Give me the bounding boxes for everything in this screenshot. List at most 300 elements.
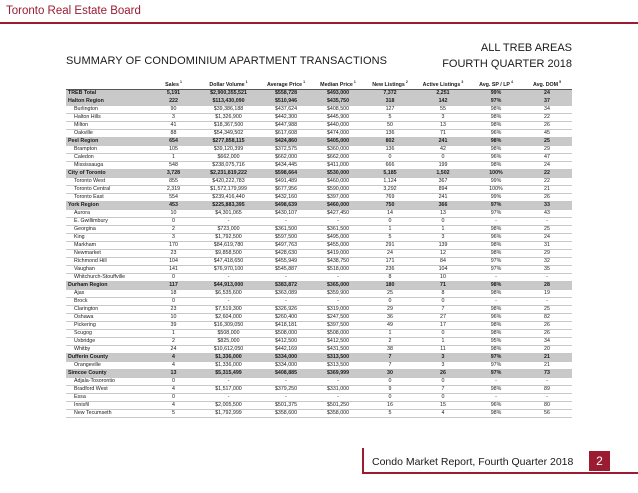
value-cell: 105 [150,145,197,153]
value-cell: 28 [522,281,572,289]
value-cell: 104 [150,257,197,265]
value-cell: 98% [470,121,522,129]
value-cell: 3,728 [150,169,197,177]
value-cell: $408,500 [312,105,364,113]
value-cell: $397,000 [312,193,364,201]
column-header [470,79,522,89]
value-cell: 15 [416,401,470,409]
value-cell: $331,000 [312,385,364,393]
value-cell: 2,251 [416,89,470,97]
region-row [66,97,572,105]
value-cell: $1,517,000 [197,385,260,393]
value-cell: $455,000 [312,241,364,249]
value-cell: $412,500 [260,337,312,345]
value-cell: $1,572,179,999 [197,185,260,193]
value-cell: 170 [150,241,197,249]
value-cell: $430,107 [260,209,312,217]
value-cell: 23 [150,305,197,313]
area-name-cell: Mississauga [66,161,150,169]
footnote-marker: 1 [353,80,356,84]
value-cell: 4 [150,385,197,393]
value-cell: 96% [470,153,522,161]
report-title: SUMMARY OF CONDOMINIUM APARTMENT TRANSACTIONS [66,55,388,67]
area-name-cell: Toronto East [66,193,150,201]
footnote-marker: 1 [245,80,248,84]
value-cell: - [260,297,312,305]
value-cell: 98% [470,321,522,329]
period-label: FOURTH QUARTER 2018 [442,58,572,70]
value-cell: 49 [364,321,416,329]
municipality-row [66,233,572,241]
value-cell: $498,639 [260,201,312,209]
value-cell: $412,500 [312,337,364,345]
value-cell: 98% [470,145,522,153]
municipality-row [66,105,572,113]
value-cell: $419,000 [312,249,364,257]
value-cell: 22 [522,113,572,121]
value-cell: 71 [416,129,470,137]
region-row [66,281,572,289]
area-name-cell: New Tecumseth [66,409,150,417]
region-row [66,201,572,209]
value-cell: 98% [470,161,522,169]
value-cell: 366 [416,201,470,209]
value-cell: $247,500 [312,313,364,321]
value-cell: 4 [150,353,197,361]
value-cell: 4 [416,409,470,417]
area-name-cell: TREB Total [66,89,150,97]
value-cell: $319,000 [312,305,364,313]
footnote-marker: 3 [461,80,464,84]
value-cell: 13 [416,209,470,217]
value-cell: - [260,393,312,401]
value-cell: 171 [364,257,416,265]
value-cell: 12 [416,249,470,257]
value-cell: 0 [416,329,470,337]
value-cell: - [197,273,260,281]
value-cell: $405,000 [312,137,364,145]
value-cell: 3 [416,233,470,241]
value-cell: 89 [522,385,572,393]
value-cell: 0 [150,297,197,305]
municipality-row [66,241,572,249]
value-cell: $590,000 [312,185,364,193]
value-cell: 29 [364,305,416,313]
value-cell: 139 [416,241,470,249]
value-cell: 98% [470,385,522,393]
value-cell: $383,872 [260,281,312,289]
value-cell: 3 [416,361,470,369]
value-cell: 5 [150,409,197,417]
value-cell: 318 [364,97,416,105]
value-cell: 97% [470,209,522,217]
value-cell: 97% [470,353,522,361]
transactions-table [66,79,572,418]
value-cell: 141 [150,265,197,273]
value-cell: 654 [150,137,197,145]
value-cell: $447,988 [260,121,312,129]
municipality-row [66,329,572,337]
value-cell: $358,000 [312,409,364,417]
value-cell: $440,000 [312,121,364,129]
value-cell: $442,169 [260,345,312,353]
value-cell: $662,000 [197,153,260,161]
value-cell: 0 [416,297,470,305]
value-cell: $4,301,065 [197,209,260,217]
value-cell: - [470,217,522,225]
value-cell: 0 [364,153,416,161]
column-header [197,79,260,89]
value-cell: - [470,273,522,281]
municipality-row [66,249,572,257]
area-name-cell: Ajax [66,289,150,297]
value-cell: 0 [416,377,470,385]
value-cell: 10 [150,209,197,217]
value-cell: 98% [470,345,522,353]
value-cell: $495,000 [312,233,364,241]
value-cell: 35 [522,265,572,273]
column-header-label: Sales [165,81,179,88]
value-cell: $723,000 [197,225,260,233]
value-cell: 47 [522,153,572,161]
value-cell: 37 [522,97,572,105]
value-cell: - [197,297,260,305]
value-cell: $434,445 [260,161,312,169]
value-cell: 98% [470,305,522,313]
value-cell: $510,946 [260,97,312,105]
area-name-cell: King [66,233,150,241]
area-name-cell: Whitby [66,345,150,353]
value-cell: $424,860 [260,137,312,145]
value-cell: 100% [470,169,522,177]
value-cell: $445,900 [312,113,364,121]
value-cell: 100% [470,185,522,193]
value-cell: $238,075,716 [197,161,260,169]
value-cell: $7,519,300 [197,305,260,313]
footnote-marker: 4 [510,80,513,84]
value-cell: 4 [150,401,197,409]
municipality-row [66,337,572,345]
value-cell: $497,763 [260,241,312,249]
value-cell: $313,500 [312,353,364,361]
value-cell: $76,970,100 [197,265,260,273]
value-cell: 24 [364,249,416,257]
value-cell: $530,000 [312,169,364,177]
value-cell: 20 [522,345,572,353]
value-cell: $113,430,090 [197,97,260,105]
value-cell: 0 [416,217,470,225]
value-cell: $508,000 [260,329,312,337]
value-cell: 7 [364,361,416,369]
municipality-row [66,273,572,281]
value-cell: $460,000 [312,201,364,209]
region-row [66,137,572,145]
value-cell: - [197,217,260,225]
value-cell: $10,612,050 [197,345,260,353]
value-cell: 98% [470,329,522,337]
value-cell: $545,887 [260,265,312,273]
area-label: ALL TREB AREAS [480,42,572,54]
value-cell: 241 [416,137,470,145]
value-cell: 16 [364,401,416,409]
value-cell: $397,500 [312,321,364,329]
value-cell: - [260,377,312,385]
value-cell: 98% [470,113,522,121]
value-cell: 27 [416,313,470,321]
municipality-row [66,313,572,321]
value-cell: 5,191 [150,89,197,97]
area-name-cell: Toronto Central [66,185,150,193]
value-cell: 34 [522,105,572,113]
value-cell: 99% [470,177,522,185]
value-cell: 1,124 [364,177,416,185]
value-cell: 99% [470,89,522,97]
value-cell: $501,250 [312,401,364,409]
value-cell: 1 [364,329,416,337]
value-cell: 5,185 [364,169,416,177]
value-cell: 38 [364,345,416,353]
value-cell: $1,336,000 [197,361,260,369]
column-header-label: Active Listings [422,81,461,88]
value-cell: 769 [364,193,416,201]
value-cell: 0 [150,377,197,385]
value-cell: 5 [364,113,416,121]
value-cell: 1 [416,225,470,233]
value-cell: $5,315,499 [197,369,260,377]
page-number: 2 [589,451,610,471]
value-cell: 127 [364,105,416,113]
value-cell: 21 [522,353,572,361]
region-row [66,89,572,97]
value-cell: 25 [522,225,572,233]
area-name-cell: Burlington [66,105,150,113]
area-name-cell: Innisfil [66,401,150,409]
value-cell: 82 [522,313,572,321]
region-row [66,353,572,361]
value-cell: 26 [522,121,572,129]
value-cell: $363,089 [260,289,312,297]
value-cell: $427,450 [312,209,364,217]
value-cell: 19 [522,289,572,297]
value-cell: 548 [150,161,197,169]
area-name-cell: Milton [66,121,150,129]
value-cell: 1 [416,337,470,345]
value-cell: 22 [522,169,572,177]
value-cell: 3 [150,233,197,241]
value-cell: - [470,393,522,401]
value-cell: 25 [364,289,416,297]
value-cell: 98% [470,137,522,145]
value-cell: 1 [364,225,416,233]
value-cell: $508,000 [197,329,260,337]
value-cell: 32 [522,257,572,265]
column-header-label: Median Price [320,81,353,88]
value-cell: $428,630 [260,249,312,257]
value-cell: 24 [522,233,572,241]
value-cell: 1 [150,153,197,161]
value-cell: $359,900 [312,289,364,297]
value-cell: 3 [150,113,197,121]
value-cell: 180 [364,281,416,289]
value-cell: 241 [416,193,470,201]
value-cell: - [522,393,572,401]
area-name-cell: Newmarket [66,249,150,257]
value-cell: $2,900,355,521 [197,89,260,97]
value-cell: $508,000 [312,329,364,337]
value-cell: - [470,297,522,305]
value-cell: - [522,377,572,385]
municipality-row [66,377,572,385]
value-cell: 25 [522,137,572,145]
value-cell: 104 [416,265,470,273]
value-cell: 7 [416,385,470,393]
area-name-cell: Georgina [66,225,150,233]
value-cell: 24 [522,89,572,97]
value-cell: $408,885 [260,369,312,377]
area-period-block [442,40,572,72]
value-cell: - [312,393,364,401]
area-name-cell: Orangeville [66,361,150,369]
value-cell: $1,336,000 [197,353,260,361]
footnote-marker: 2 [405,80,408,84]
area-name-cell: Halton Region [66,97,150,105]
value-cell: 98% [470,105,522,113]
value-cell: 55 [416,105,470,113]
value-cell: 97% [470,361,522,369]
value-cell: 31 [522,241,572,249]
value-cell: $225,883,395 [197,201,260,209]
value-cell: 56 [522,409,572,417]
value-cell: 222 [150,97,197,105]
municipality-row [66,305,572,313]
value-cell: 291 [364,241,416,249]
value-cell: $432,160 [260,193,312,201]
value-cell: $418,181 [260,321,312,329]
value-cell: 0 [150,273,197,281]
table-body [66,89,572,417]
area-name-cell: Durham Region [66,281,150,289]
footnote-marker: 1 [179,80,182,84]
value-cell: $825,000 [197,337,260,345]
value-cell: $474,000 [312,129,364,137]
value-cell: - [312,297,364,305]
value-cell: 43 [522,209,572,217]
value-cell: $493,000 [312,89,364,97]
value-cell: 13 [416,121,470,129]
column-header-label: Avg. DOM [532,81,559,88]
value-cell: 24 [150,345,197,353]
value-cell: 0 [416,393,470,401]
value-cell: - [312,273,364,281]
value-cell: $662,000 [312,153,364,161]
value-cell: $501,375 [260,401,312,409]
value-cell: $9,858,500 [197,249,260,257]
value-cell: 26 [522,321,572,329]
value-cell: $334,000 [260,361,312,369]
column-header [260,79,312,89]
area-name-cell: Pickering [66,321,150,329]
value-cell: 666 [364,161,416,169]
column-header [522,79,572,89]
value-cell: 7 [364,353,416,361]
column-header [416,79,470,89]
region-row [66,169,572,177]
value-cell: 0 [364,297,416,305]
municipality-row [66,297,572,305]
value-cell: 554 [150,193,197,201]
value-cell: $54,349,502 [197,129,260,137]
area-name-cell: Caledon [66,153,150,161]
value-cell: 8 [364,273,416,281]
footer-divider [362,472,638,474]
value-cell: $39,386,188 [197,105,260,113]
value-cell: 34 [522,337,572,345]
value-cell: $460,000 [312,177,364,185]
municipality-row [66,289,572,297]
area-name-cell: Whitchurch-Stouffville [66,273,150,281]
value-cell: 26 [416,369,470,377]
value-cell: 2 [150,337,197,345]
value-cell: $491,489 [260,177,312,185]
value-cell: $361,500 [260,225,312,233]
top-divider [0,22,638,24]
value-cell: 0 [150,217,197,225]
value-cell: $365,000 [312,281,364,289]
value-cell: 21 [522,361,572,369]
column-header [312,79,364,89]
area-name-cell: Essa [66,393,150,401]
value-cell: $1,326,900 [197,113,260,121]
value-cell: $2,604,000 [197,313,260,321]
value-cell: 96% [470,401,522,409]
footer-divider-vertical [362,448,364,473]
value-cell: 98% [470,249,522,257]
municipality-row [66,401,572,409]
municipality-row [66,265,572,273]
value-cell: 90 [150,105,197,113]
value-cell: 96% [470,233,522,241]
value-cell: $411,000 [312,161,364,169]
municipality-row [66,393,572,401]
area-name-cell: Peel Region [66,137,150,145]
value-cell: $518,000 [312,265,364,273]
value-cell: 0 [150,393,197,401]
municipality-row [66,161,572,169]
municipality-row [66,113,572,121]
value-cell: $442,300 [260,113,312,121]
value-cell: 96% [470,313,522,321]
value-cell: 88 [150,129,197,137]
value-cell: 26 [522,193,572,201]
value-cell: 10 [416,273,470,281]
footnote-marker: 1 [303,80,306,84]
value-cell: 1 [150,329,197,337]
value-cell: $313,500 [312,361,364,369]
value-cell: $677,956 [260,185,312,193]
value-cell: $18,367,500 [197,121,260,129]
value-cell: - [522,217,572,225]
value-cell: 117 [150,281,197,289]
value-cell: 7,372 [364,89,416,97]
value-cell: 21 [522,185,572,193]
value-cell: - [260,273,312,281]
municipality-row [66,225,572,233]
value-cell: - [522,273,572,281]
column-header-label: Average Price [266,81,303,88]
table-header-row [66,79,572,89]
value-cell: - [470,377,522,385]
column-header-label: Avg. SP / LP [479,81,510,88]
